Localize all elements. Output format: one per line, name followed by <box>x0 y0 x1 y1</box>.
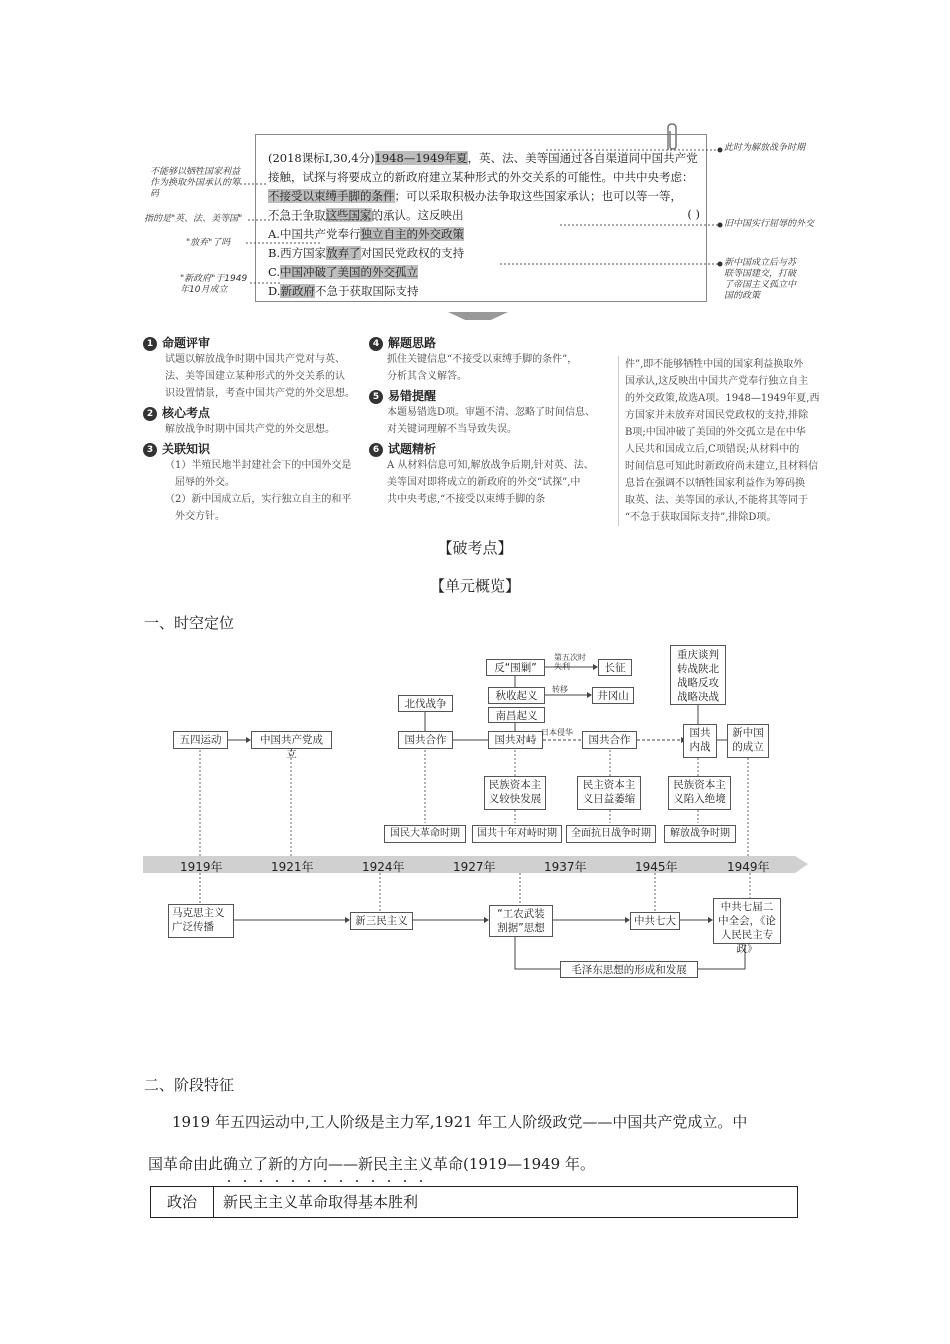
text-line: （2）新中国成立后，实行独立自主的和平 <box>165 494 352 505</box>
year-label: 1937年 <box>544 860 587 874</box>
text-line: 方国家并未放弃对国民党政权的支持,排除 <box>625 410 809 421</box>
note-right-2: 旧中国实行屈辱的外交 <box>724 219 815 229</box>
event-wusi: 五四运动 <box>173 731 228 749</box>
section-title-text: 易错提醒 <box>388 389 437 403</box>
section-title-text: 关联知识 <box>162 442 211 456</box>
thought-sanmin: 新三民主义 <box>350 912 413 930</box>
question-text: ，英、法、美等国通过各自渠道同中国共产党 <box>467 151 698 165</box>
text-line: 分析其含义解答。 <box>387 371 467 382</box>
text-line: “不急于获取国际支持”,排除D项。 <box>625 512 777 523</box>
text-line: 人民共和国成立后,C项错误;从材料中的 <box>625 444 800 455</box>
event-civil-war: 国共内战 <box>683 724 717 758</box>
text-line: 识设置情景，考查中国共产党的外交思想。 <box>165 388 355 399</box>
section-title-text: 试题精析 <box>388 442 437 456</box>
economy-1: 民族资本主义较快发展 <box>484 776 546 810</box>
event-chongqing: 重庆谈判转战陕北战略反攻战略决战 <box>670 645 726 705</box>
text-line: 国承认,这反映出中国共产党奉行独立自主 <box>625 376 809 387</box>
text-line: 法、美等国建立某种形式的外交关系的认 <box>165 371 345 382</box>
stage-table <box>150 1186 798 1218</box>
answer-bracket: ( ) <box>687 207 700 221</box>
text-line: B项;中国冲破了美国的外交孤立是在中华 <box>625 427 806 438</box>
section-2-heading: 二、阶段特征 <box>144 1076 235 1094</box>
event-nanchang: 南昌起义 <box>488 707 545 723</box>
text-line: 美等国对即将成立的新政府的外交“试探”,中 <box>387 477 581 488</box>
table-value: 新民主主义革命取得基本胜利 <box>223 1193 419 1211</box>
table-label: 政治 <box>151 1187 214 1217</box>
number-badge: 5 <box>369 390 383 404</box>
section-title-text: 核心考点 <box>162 406 211 420</box>
economy-2: 民主资本主义日益萎缩 <box>577 776 641 810</box>
section-title-text: 解题思路 <box>388 336 437 350</box>
text-line: 试题以解放战争时期中国共产党对与英、 <box>165 354 345 365</box>
event-coop-2: 国共合作 <box>582 731 637 749</box>
event-duizhi: 国共对峙 <box>488 731 543 749</box>
question-key: 不接受以束缚手脚的条件 <box>268 189 395 203</box>
thought-erzhong: 中共七届二中全会，《论人民民主专政》 <box>713 898 781 944</box>
text-line: 时间信息可知此时新政府尚未建立,且材料信 <box>625 461 819 472</box>
note-right-3: 新中国成立后与苏联等国建交，打破了帝国主义孤立中国的政策 <box>724 258 797 301</box>
text-line: 共中央考虑,“不接受以束缚手脚的条 <box>387 494 546 505</box>
period-4: 解放战争时期 <box>664 825 736 843</box>
section-1-heading: 一、时空定位 <box>144 614 235 632</box>
question-text: 的承认。这反映出 <box>371 208 464 222</box>
option-text: D. <box>268 284 281 298</box>
text-line: A 从材料信息可知,解放战争后期,针对英、法、 <box>387 460 594 471</box>
question-text: ；可以采取积极办法争取这些国家承认；也可以等一等， <box>394 189 682 203</box>
number-badge: 3 <box>143 443 157 457</box>
event-jinggangshan: 井冈山 <box>592 687 634 704</box>
year-label: 1924年 <box>362 860 405 874</box>
note-right-1: 此时为解放战争时期 <box>724 143 806 153</box>
option-text: 对国民党政权的支持 <box>360 246 465 260</box>
event-coop-1: 国共合作 <box>398 731 453 749</box>
number-badge: 4 <box>369 337 383 351</box>
event-qiushou: 秋收起义 <box>488 687 545 704</box>
event-new-china: 新中国的成立 <box>727 724 769 758</box>
option-text: C. <box>268 265 281 279</box>
period-3: 全面抗日战争时期 <box>566 825 656 843</box>
period-1: 国民大革命时期 <box>384 825 466 843</box>
thought-marxism: 马克思主义广泛传播 <box>168 904 234 938</box>
option-text: 不急于获取国际支持 <box>314 284 419 298</box>
year-label: 1927年 <box>453 860 496 874</box>
question-source: (2018课标Ⅰ,30,4分) <box>268 151 375 165</box>
text-line: 的外交政策,故选A项。1948—1949年夏,西 <box>625 393 820 404</box>
section-title-text: 命题评审 <box>162 336 211 350</box>
thought-mao: 毛泽东思想的形成和发展 <box>560 961 698 978</box>
text-line: 外交方针。 <box>175 511 225 522</box>
option-key: 放弃了 <box>326 246 361 260</box>
text-line: 取英、法、美等国的承认,不能将其等同于 <box>625 495 809 506</box>
number-badge: 1 <box>143 337 157 351</box>
text-line: 息旨在强调不以牺牲国家利益作为筹码换 <box>625 478 805 489</box>
number-badge: 2 <box>143 407 157 421</box>
note-left-1: 不能够以牺牲国家利益作为换取外国承认的筹码 <box>150 167 241 199</box>
year-label: 1919年 <box>180 860 223 874</box>
text-line: 对关键词理解不当导致失误。 <box>387 424 517 435</box>
question-text: 接触，试探与将要成立的新政府建立某种形式的外交关系的可能性。中共中央考虑： <box>268 170 694 184</box>
text-line: 件”,即不能够牺牲中国的国家利益换取外 <box>625 359 804 370</box>
note-left-4: "新政府"于1949年10月成立 <box>180 274 248 295</box>
note-left-3: "放弃"了吗 <box>186 238 231 248</box>
question-time: 1948—1949年夏 <box>374 151 468 165</box>
event-beifa: 北伐战争 <box>398 695 453 712</box>
option-text: B.西方国家 <box>268 246 327 260</box>
question-key: 这些国家 <box>325 208 372 222</box>
text-line: 本题易错选D项。审题不清、忽略了时间信息、 <box>387 407 596 418</box>
event-party-founded: 中国共产党成立 <box>251 731 332 749</box>
thought-qida: 中共七大 <box>630 912 680 930</box>
thought-gongnong: “工农武装割据”思想 <box>489 905 553 937</box>
option-key: 新政府 <box>280 284 315 298</box>
event-changzheng: 长征 <box>598 659 632 676</box>
year-label: 1949年 <box>727 860 770 874</box>
text-line: 解放战争时期中国共产党的外交思想。 <box>165 424 335 435</box>
economy-3: 民族资本主义陷入绝境 <box>668 776 731 810</box>
option-text: A.中国共产党奉行 <box>268 227 361 241</box>
option-key: 独立自主的外交政策 <box>360 227 464 241</box>
text-line: 屈辱的外交。 <box>175 477 235 488</box>
note-japan-invasion: 日本侵华 <box>541 728 573 737</box>
year-label: 1921年 <box>271 860 314 874</box>
period-2: 国共十年对峙时期 <box>472 825 562 843</box>
stage-para-line-1: 1919 年五四运动中,工人阶级是主力军,1921 年工人阶级政党——中国共产党成立。中 <box>172 1113 748 1131</box>
po-kaodian-heading: 【破考点】 <box>437 539 513 557</box>
unit-overview-heading: 【单元概览】 <box>429 577 520 595</box>
note-zhuanyi: 转移 <box>552 685 568 694</box>
text-line: 抓住关键信息“不接受以束缚手脚的条件”， <box>387 354 578 365</box>
note-fail: 第五次时失利 <box>554 653 586 671</box>
stage-para-line-2: 国革命由此确立了新的方向——新民主主义革命(1919—1949 年。 <box>148 1155 595 1173</box>
option-key: 中国冲破了美国的外交孤立 <box>280 265 419 279</box>
number-badge: 6 <box>369 443 383 457</box>
text-line: （1）半殖民地半封建社会下的中国外交是 <box>165 460 352 471</box>
year-label: 1945年 <box>635 860 678 874</box>
note-left-2: 指的是"英、法、美等国" <box>144 214 243 224</box>
question-text: 不急于争取 <box>268 208 326 222</box>
event-fan-weijiao: 反“围剿” <box>486 659 545 676</box>
